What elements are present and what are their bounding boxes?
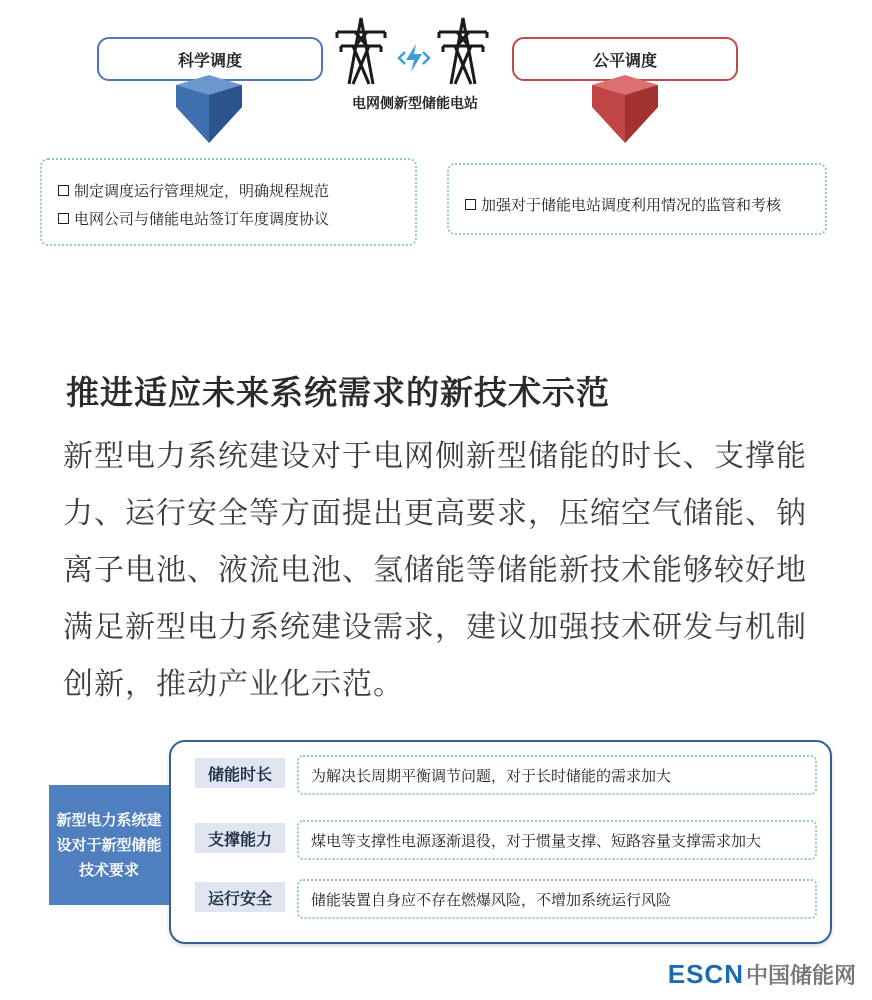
bullet-text: 电网公司与储能电站签订年度调度协议 [74, 209, 330, 228]
list-item [58, 206, 399, 230]
watermark-cn: 中国储能网 [745, 963, 856, 988]
row-desc-support: 煤电等支撑性电源逐渐退役，对于惯量支撑、短路容量支撑需求加大 [297, 820, 817, 860]
row-desc-safety: 储能装置自身应不存在燃爆风险，不增加系统运行风险 [297, 879, 817, 919]
square-bullet-icon [465, 199, 476, 210]
row-label-duration: 储能时长 [195, 758, 285, 788]
bullet-text: 加强对于储能电站调度利用情况的监管和考核 [481, 195, 782, 214]
fair-dispatch-label: 公平调度 [592, 50, 657, 70]
row-label-support: 支撑能力 [195, 823, 285, 853]
bullet-text: 制定调度运行管理规定，明确规程规范 [74, 181, 330, 200]
section-title: 推进适应未来系统需求的新技术示范 [66, 373, 610, 412]
list-item [465, 192, 809, 216]
fair-dispatch-box [447, 163, 827, 235]
station-title: 电网侧新型储能电站 [352, 96, 478, 112]
requirements-side-label: 新型电力系统建设对于新型储能技术要求 [49, 785, 169, 905]
scientific-dispatch-box [40, 158, 417, 246]
blue-cube-icon [172, 75, 246, 147]
watermark-latin: ESCN [667, 959, 744, 989]
square-bullet-icon [58, 213, 69, 224]
red-cube-icon [588, 75, 662, 147]
scientific-dispatch-label: 科学调度 [177, 50, 242, 70]
row-label-safety: 运行安全 [195, 882, 285, 912]
body-paragraph: 新型电力系统建设对于电网侧新型储能的时长、支撑能力、运行安全等方面提出更高要求，压缩空气储能、钠离子电池、液流电池、氢储能等储能新技术能够较好地满足新型电力系统建设需求，建议加强技术研发与机制创新，推动产业化示范。 [63, 439, 807, 702]
escn-watermark [668, 959, 856, 990]
list-item [58, 178, 399, 202]
square-bullet-icon [58, 185, 69, 196]
row-desc-duration: 为解决长周期平衡调节问题，对于长时储能的需求加大 [297, 755, 817, 795]
power-tower-icon [333, 14, 495, 88]
